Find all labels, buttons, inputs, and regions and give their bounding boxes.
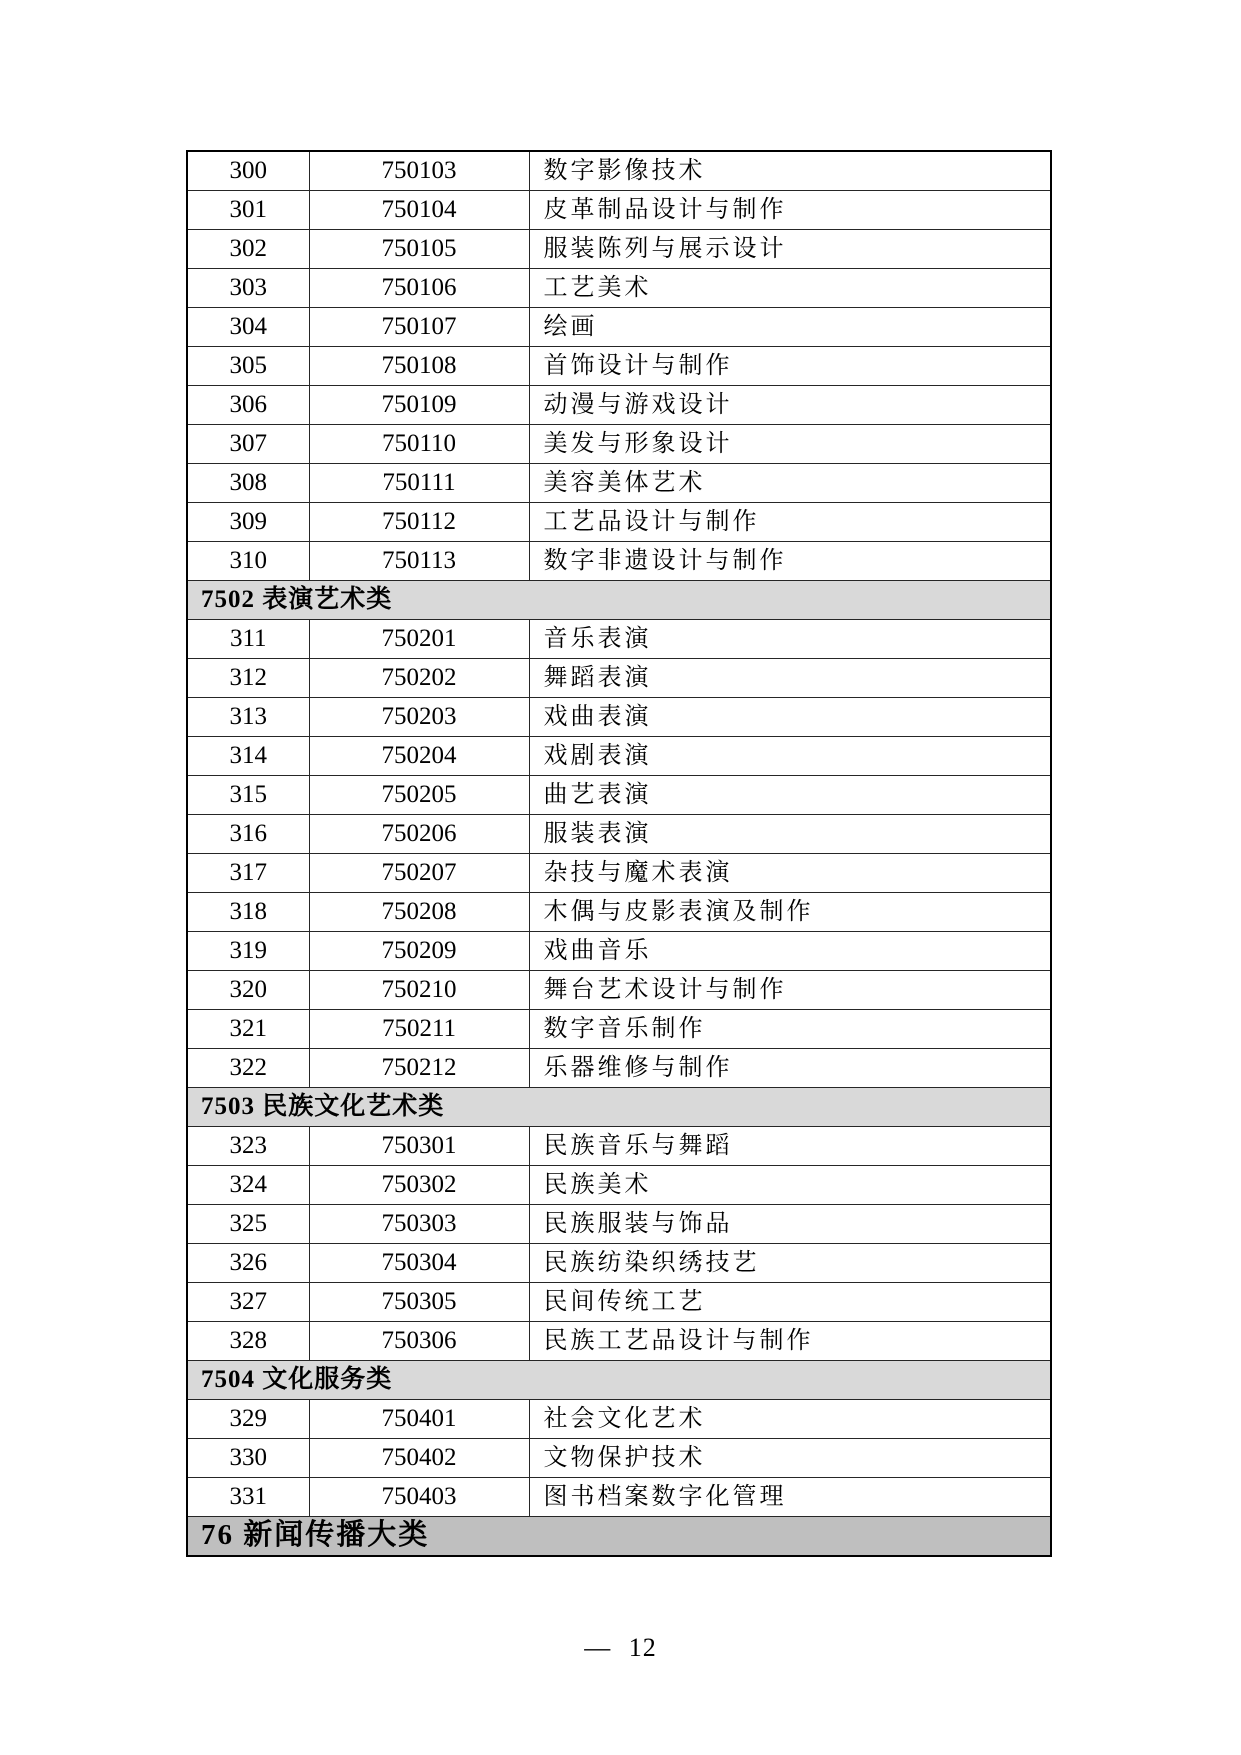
major-name-cell: 服装表演 [529, 814, 1051, 853]
major-name-cell: 社会文化艺术 [529, 1399, 1051, 1438]
table-row [187, 502, 1051, 541]
seq-cell: 316 [187, 814, 309, 853]
major-name-cell: 舞蹈表演 [529, 658, 1051, 697]
major-code-cell: 750105 [309, 229, 529, 268]
table-row [187, 385, 1051, 424]
major-code-cell: 750301 [309, 1126, 529, 1165]
major-name-cell: 美发与形象设计 [529, 424, 1051, 463]
table-row [187, 736, 1051, 775]
major-code-cell: 750211 [309, 1009, 529, 1048]
seq-cell: 300 [187, 151, 309, 190]
table-row [187, 658, 1051, 697]
seq-cell: 314 [187, 736, 309, 775]
subcategory-header-label: 7504 文化服务类 [187, 1360, 1051, 1399]
major-name-cell: 首饰设计与制作 [529, 346, 1051, 385]
majors-table-body [187, 151, 1051, 1556]
major-name-cell: 乐器维修与制作 [529, 1048, 1051, 1087]
table-row [187, 1477, 1051, 1516]
major-name-cell: 数字非遗设计与制作 [529, 541, 1051, 580]
table-row [187, 697, 1051, 736]
table-row [187, 814, 1051, 853]
seq-cell: 330 [187, 1438, 309, 1477]
table-row [187, 229, 1051, 268]
major-name-cell: 民间传统工艺 [529, 1282, 1051, 1321]
subcategory-header-row [187, 580, 1051, 619]
table-row [187, 892, 1051, 931]
major-name-cell: 戏曲表演 [529, 697, 1051, 736]
table-row [187, 1399, 1051, 1438]
major-name-cell: 木偶与皮影表演及制作 [529, 892, 1051, 931]
table-row [187, 1282, 1051, 1321]
table-row [187, 1438, 1051, 1477]
table-row [187, 1126, 1051, 1165]
table-row [187, 1009, 1051, 1048]
major-name-cell: 工艺品设计与制作 [529, 502, 1051, 541]
major-name-cell: 绘画 [529, 307, 1051, 346]
table-row [187, 346, 1051, 385]
major-code-cell: 750210 [309, 970, 529, 1009]
table-row [187, 931, 1051, 970]
seq-cell: 315 [187, 775, 309, 814]
seq-cell: 327 [187, 1282, 309, 1321]
major-name-cell: 工艺美术 [529, 268, 1051, 307]
major-code-cell: 750202 [309, 658, 529, 697]
seq-cell: 320 [187, 970, 309, 1009]
category-header-row [187, 1516, 1051, 1556]
seq-cell: 328 [187, 1321, 309, 1360]
seq-cell: 318 [187, 892, 309, 931]
major-code-cell: 750208 [309, 892, 529, 931]
seq-cell: 326 [187, 1243, 309, 1282]
table-row [187, 463, 1051, 502]
major-name-cell: 民族工艺品设计与制作 [529, 1321, 1051, 1360]
major-code-cell: 750108 [309, 346, 529, 385]
table-row [187, 307, 1051, 346]
major-name-cell: 民族服装与饰品 [529, 1204, 1051, 1243]
seq-cell: 305 [187, 346, 309, 385]
major-name-cell: 民族美术 [529, 1165, 1051, 1204]
major-code-cell: 750113 [309, 541, 529, 580]
seq-cell: 304 [187, 307, 309, 346]
major-code-cell: 750107 [309, 307, 529, 346]
seq-cell: 309 [187, 502, 309, 541]
seq-cell: 301 [187, 190, 309, 229]
major-code-cell: 750305 [309, 1282, 529, 1321]
page-number: — 12 [584, 1633, 657, 1662]
seq-cell: 302 [187, 229, 309, 268]
table-row [187, 541, 1051, 580]
major-code-cell: 750403 [309, 1477, 529, 1516]
table-row [187, 970, 1051, 1009]
major-code-cell: 750204 [309, 736, 529, 775]
major-code-cell: 750402 [309, 1438, 529, 1477]
major-code-cell: 750304 [309, 1243, 529, 1282]
major-name-cell: 皮革制品设计与制作 [529, 190, 1051, 229]
major-code-cell: 750203 [309, 697, 529, 736]
table-row [187, 1204, 1051, 1243]
major-name-cell: 杂技与魔术表演 [529, 853, 1051, 892]
table-row [187, 619, 1051, 658]
seq-cell: 310 [187, 541, 309, 580]
major-name-cell: 曲艺表演 [529, 775, 1051, 814]
major-name-cell: 文物保护技术 [529, 1438, 1051, 1477]
subcategory-header-row [187, 1360, 1051, 1399]
major-name-cell: 民族纺染织绣技艺 [529, 1243, 1051, 1282]
major-code-cell: 750209 [309, 931, 529, 970]
table-row [187, 151, 1051, 190]
table-row [187, 1243, 1051, 1282]
seq-cell: 307 [187, 424, 309, 463]
major-code-cell: 750303 [309, 1204, 529, 1243]
major-code-cell: 750206 [309, 814, 529, 853]
major-name-cell: 数字影像技术 [529, 151, 1051, 190]
seq-cell: 323 [187, 1126, 309, 1165]
major-name-cell: 戏曲音乐 [529, 931, 1051, 970]
seq-cell: 324 [187, 1165, 309, 1204]
seq-cell: 319 [187, 931, 309, 970]
major-name-cell: 戏剧表演 [529, 736, 1051, 775]
seq-cell: 321 [187, 1009, 309, 1048]
major-code-cell: 750104 [309, 190, 529, 229]
major-name-cell: 民族音乐与舞蹈 [529, 1126, 1051, 1165]
major-name-cell: 服装陈列与展示设计 [529, 229, 1051, 268]
seq-cell: 322 [187, 1048, 309, 1087]
major-name-cell: 图书档案数字化管理 [529, 1477, 1051, 1516]
major-name-cell: 音乐表演 [529, 619, 1051, 658]
major-name-cell: 舞台艺术设计与制作 [529, 970, 1051, 1009]
table-row [187, 268, 1051, 307]
seq-cell: 312 [187, 658, 309, 697]
major-code-cell: 750201 [309, 619, 529, 658]
seq-cell: 313 [187, 697, 309, 736]
major-code-cell: 750212 [309, 1048, 529, 1087]
subcategory-header-row [187, 1087, 1051, 1126]
seq-cell: 325 [187, 1204, 309, 1243]
major-code-cell: 750110 [309, 424, 529, 463]
seq-cell: 306 [187, 385, 309, 424]
major-name-cell: 数字音乐制作 [529, 1009, 1051, 1048]
subcategory-header-label: 7502 表演艺术类 [187, 580, 1051, 619]
table-row [187, 853, 1051, 892]
major-code-cell: 750109 [309, 385, 529, 424]
major-code-cell: 750302 [309, 1165, 529, 1204]
major-code-cell: 750103 [309, 151, 529, 190]
major-code-cell: 750401 [309, 1399, 529, 1438]
seq-cell: 311 [187, 619, 309, 658]
seq-cell: 303 [187, 268, 309, 307]
subcategory-header-label: 7503 民族文化艺术类 [187, 1087, 1051, 1126]
table-row [187, 1165, 1051, 1204]
table-row [187, 1321, 1051, 1360]
major-code-cell: 750106 [309, 268, 529, 307]
major-name-cell: 美容美体艺术 [529, 463, 1051, 502]
table-row [187, 424, 1051, 463]
majors-code-table [186, 150, 1052, 1557]
major-code-cell: 750112 [309, 502, 529, 541]
major-code-cell: 750205 [309, 775, 529, 814]
seq-cell: 308 [187, 463, 309, 502]
seq-cell: 331 [187, 1477, 309, 1516]
major-code-cell: 750207 [309, 853, 529, 892]
table-row [187, 190, 1051, 229]
major-code-cell: 750306 [309, 1321, 529, 1360]
major-name-cell: 动漫与游戏设计 [529, 385, 1051, 424]
table-row [187, 775, 1051, 814]
table-row [187, 1048, 1051, 1087]
seq-cell: 329 [187, 1399, 309, 1438]
major-code-cell: 750111 [309, 463, 529, 502]
category-header-label: 76 新闻传播大类 [187, 1516, 1051, 1556]
seq-cell: 317 [187, 853, 309, 892]
